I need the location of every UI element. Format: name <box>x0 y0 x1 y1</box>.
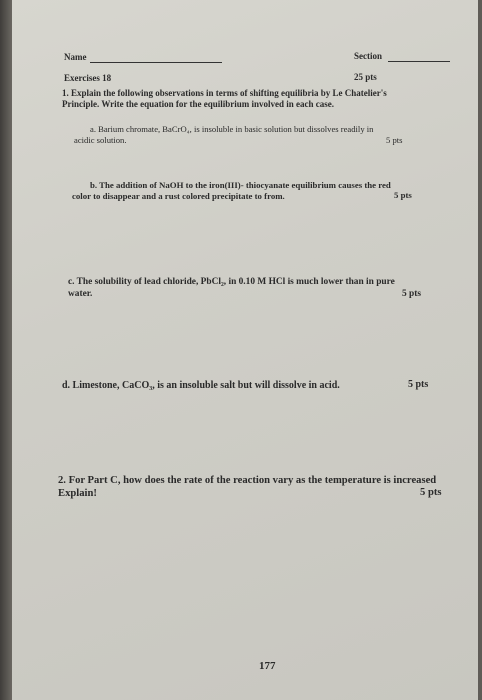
name-label: Name <box>64 52 87 62</box>
q2-line2: Explain! <box>58 488 97 499</box>
q1-intro-line2: Principle. Write the equation for the equilibrium involved in each case. <box>62 99 334 109</box>
q1a-line1: a. Barium chromate, BaCrO₄, is insoluble in basic solution but dissolves readily in <box>90 124 374 134</box>
exercise-label: Exercises 18 <box>64 73 112 83</box>
total-points: 25 pts <box>354 72 377 82</box>
page-shadow-edge <box>0 0 12 700</box>
q1c-line1: c. The solubility of lead chloride, PbCl₂, in 0.10 M HCl is much lower than in pure <box>68 277 395 287</box>
q1a-line2: acidic solution. <box>74 135 127 145</box>
q1b-points: 5 pts <box>394 190 412 200</box>
q1a-points: 5 pts <box>386 135 403 145</box>
q1-intro-line1: 1. Explain the following observations in terms of shifting equilibria by Le Chatelier's <box>62 88 387 98</box>
q1d-line1: d. Limestone, CaCO₃, is an insoluble salt but will dissolve in acid. <box>62 380 340 391</box>
page-number: 177 <box>259 660 276 672</box>
q2-line1: 2. For Part C, how does the rate of the reaction vary as the temperature is increased <box>58 475 437 486</box>
name-blank-line <box>90 62 222 63</box>
q1b-line1: b. The addition of NaOH to the iron(III)- thiocyanate equilibrium causes the red <box>90 180 391 190</box>
q2-points: 5 pts <box>420 487 442 498</box>
q1c-points: 5 pts <box>402 289 422 299</box>
worksheet-page <box>12 0 478 700</box>
section-blank-line <box>388 61 450 62</box>
section-label: Section <box>354 51 382 61</box>
q1d-points: 5 pts <box>408 379 429 390</box>
q1c-line2: water. <box>68 289 93 299</box>
q1b-line2: color to disappear and a rust colored precipitate to from. <box>72 191 285 201</box>
